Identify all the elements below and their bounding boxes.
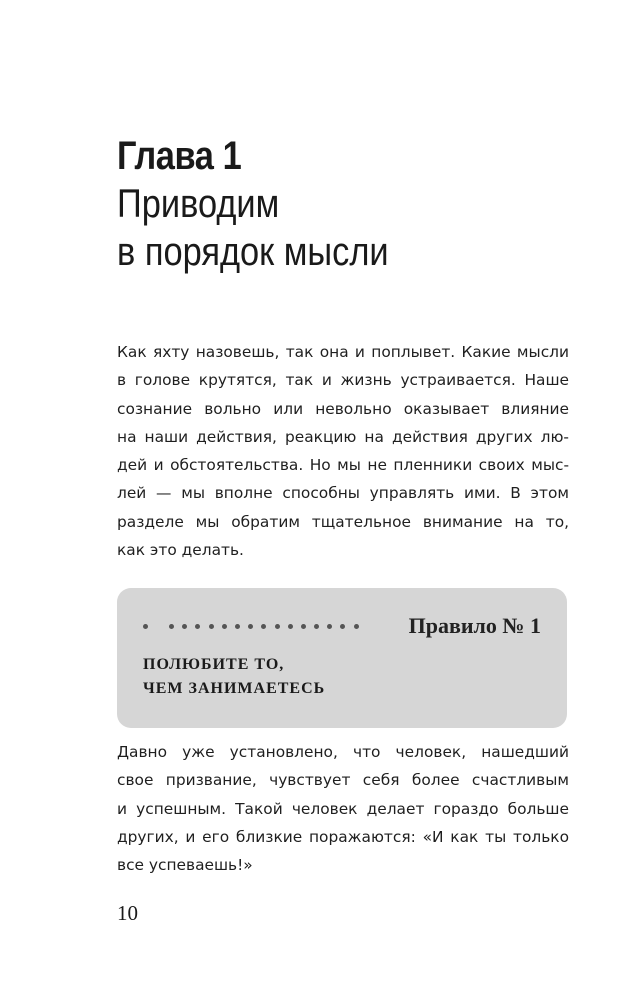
dot-icon xyxy=(340,624,345,629)
intro-paragraph xyxy=(117,338,569,564)
chapter-title-line: Приводим xyxy=(117,182,280,226)
dot-icon xyxy=(235,624,240,629)
dot-icon xyxy=(288,624,293,629)
text-line: как это делать. xyxy=(117,541,244,560)
text-line: Как яхту назовешь, так она и поплывет. Какие мысли xyxy=(117,343,569,361)
chapter-number: Глава 1 xyxy=(117,134,242,178)
dot-icon xyxy=(354,624,359,629)
rule-text xyxy=(143,653,325,701)
dot-leader xyxy=(143,624,367,629)
rule-box xyxy=(117,588,567,728)
rule-text-line: ПОЛЮБИТЕ ТО, xyxy=(143,656,285,673)
dot-icon xyxy=(327,624,332,629)
dot-icon xyxy=(314,624,319,629)
text-line: сознание вольно или невольно оказывает влияние xyxy=(117,399,569,418)
dot-icon xyxy=(195,624,200,629)
text-line: и успешным. Такой человек делает гораздо больше xyxy=(117,799,569,818)
dot-icon xyxy=(222,624,227,629)
chapter-heading xyxy=(117,132,577,276)
rule-label: Правило № 1 xyxy=(408,613,541,638)
dot-icon xyxy=(248,624,253,629)
text-line: в голове крутятся, так и жизнь устраивается. Наше xyxy=(117,371,569,390)
text-line: лей — мы вполне способны управлять ими. В этом xyxy=(117,484,569,503)
dot-icon xyxy=(261,624,266,629)
text-line: дей и обстоятельства. Но мы не пленники своих мыс- xyxy=(117,456,569,475)
page-number: 10 xyxy=(117,901,138,925)
text-line: все успеваешь!» xyxy=(117,856,253,875)
text-line: других, и его близкие поражаются: «И как ты только xyxy=(117,827,569,846)
dot-icon xyxy=(143,624,148,629)
dot-icon xyxy=(169,624,174,629)
rule-text-line: ЧЕМ ЗАНИМАЕТЕСЬ xyxy=(143,680,326,697)
dot-icon xyxy=(275,624,280,629)
text-line: на наши действия, реакцию на действия других лю- xyxy=(117,427,569,446)
dot-icon xyxy=(182,624,187,629)
body-paragraph xyxy=(117,738,569,879)
dot-icon xyxy=(209,624,214,629)
chapter-title-line: в порядок мысли xyxy=(117,230,389,274)
text-line: разделе мы обратим тщательное внимание на то, xyxy=(117,512,569,531)
text-line: Давно уже установлено, что человек, нашедший xyxy=(117,743,569,761)
dot-icon xyxy=(301,624,306,629)
text-line: свое призвание, чувствует себя более счастливым xyxy=(117,771,569,790)
